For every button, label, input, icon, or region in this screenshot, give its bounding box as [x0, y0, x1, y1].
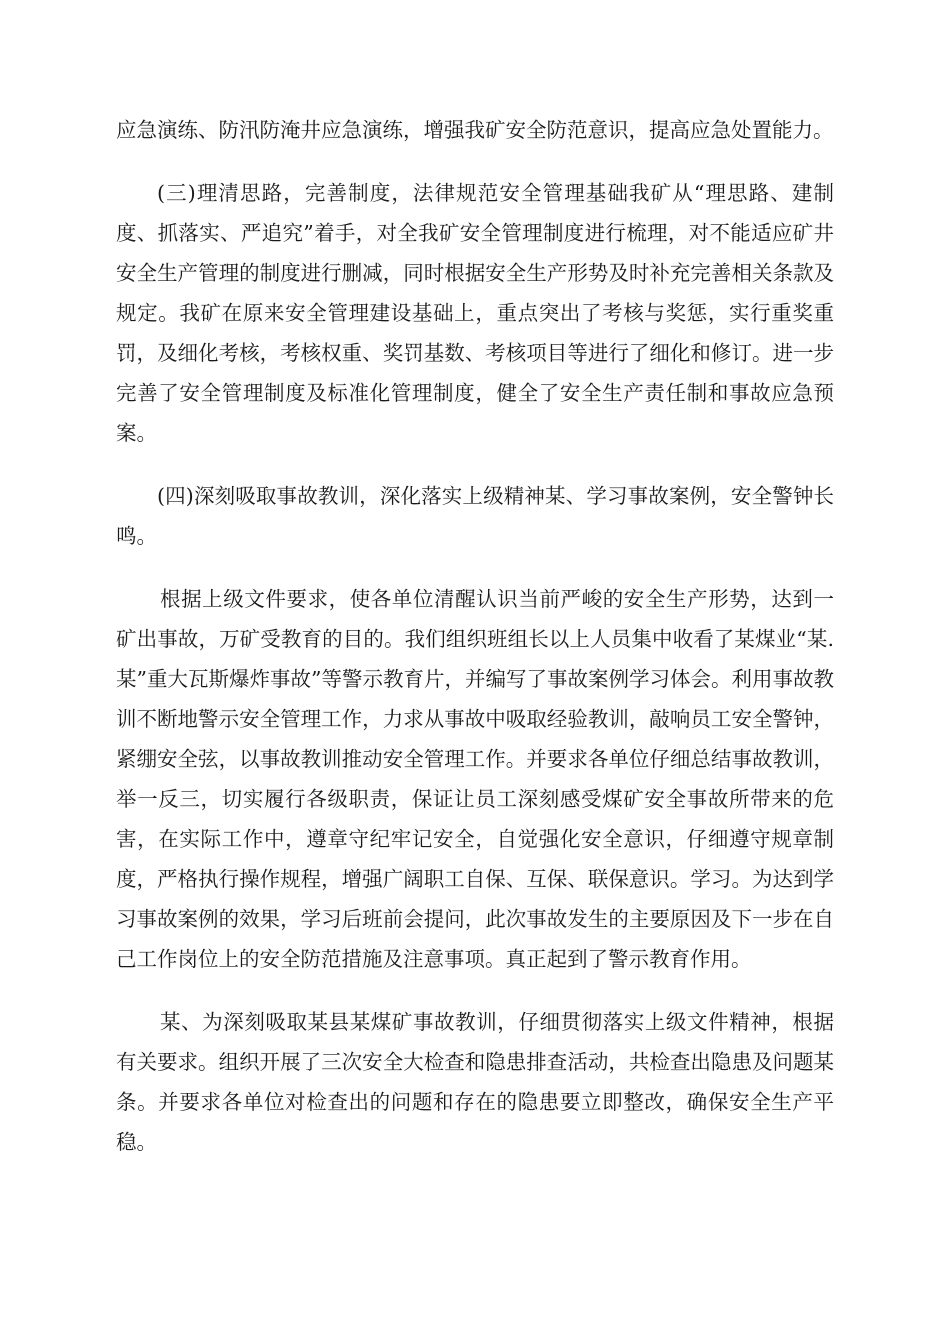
document-page [116, 110, 834, 1185]
paragraph-accident-lessons: 根据上级文件要求，使各单位清醒认识当前严峻的安全生产形势，达到一矿出事故，万矿受教育的目的。我们组织班组长以上人员集中收看了某煤业“某.某”重大瓦斯爆炸事故”等警示教育片，并编写了事故案例学习体会。利用事故教训不断地警示安全管理工作，力求从事故中吸取经验教训，敲响员工安全警钟，紧绷安全弦，以事故教训推动安全管理工作。并要求各单位仔细总结事故教训，举一反三，切实履行各级职责，保证让员工深刻感受煤矿安全事故所带来的危害，在实际工作中，遵章守纪牢记安全，自觉强化安全意识，仔细遵守规章制度，严格执行操作规程，增强广阔职工自保、互保、联保意识。学习。为达到学习事故案例的效果，学习后班前会提问，此次事故发生的主要原因及下一步在自己工作岗位上的安全防范措施及注意事项。真正起到了警示教育作用。 [116, 587, 834, 971]
paragraph-safety-inspection: 某、为深刻吸取某县某煤矿事故教训，仔细贯彻落实上级文件精神，根据有关要求。组织开展了三次安全大检查和隐患排查活动，共检查出隐患及问题某条。并要求各单位对检查出的问题和存在的隐患要立即整改，确保安全生产平稳。 [116, 1010, 834, 1154]
paragraph-section-four-heading: (四)深刻吸取事故教训，深化落实上级精神某、学习事故案例，安全警钟长鸣。 [116, 484, 834, 548]
paragraph-section-three: (三)理清思路，完善制度，法律规范安全管理基础我矿从“理思路、建制度、抓落实、严追究”着手，对全我矿安全管理制度进行梳理，对不能适应矿井安全生产管理的制度进行删减，同时根据安全生产形势及时补充完善相关条款及规定。我矿在原来安全管理建设基础上，重点突出了考核与奖惩，实行重奖重罚，及细化考核，考核权重、奖罚基数、考核项目等进行了细化和修订。进一步完善了安全管理制度及标准化管理制度，健全了安全生产责任制和事故应急预案。 [116, 181, 834, 445]
paragraph-continuation: 应急演练、防汛防淹井应急演练，增强我矿安全防范意识，提高应急处置能力。 [116, 118, 834, 142]
